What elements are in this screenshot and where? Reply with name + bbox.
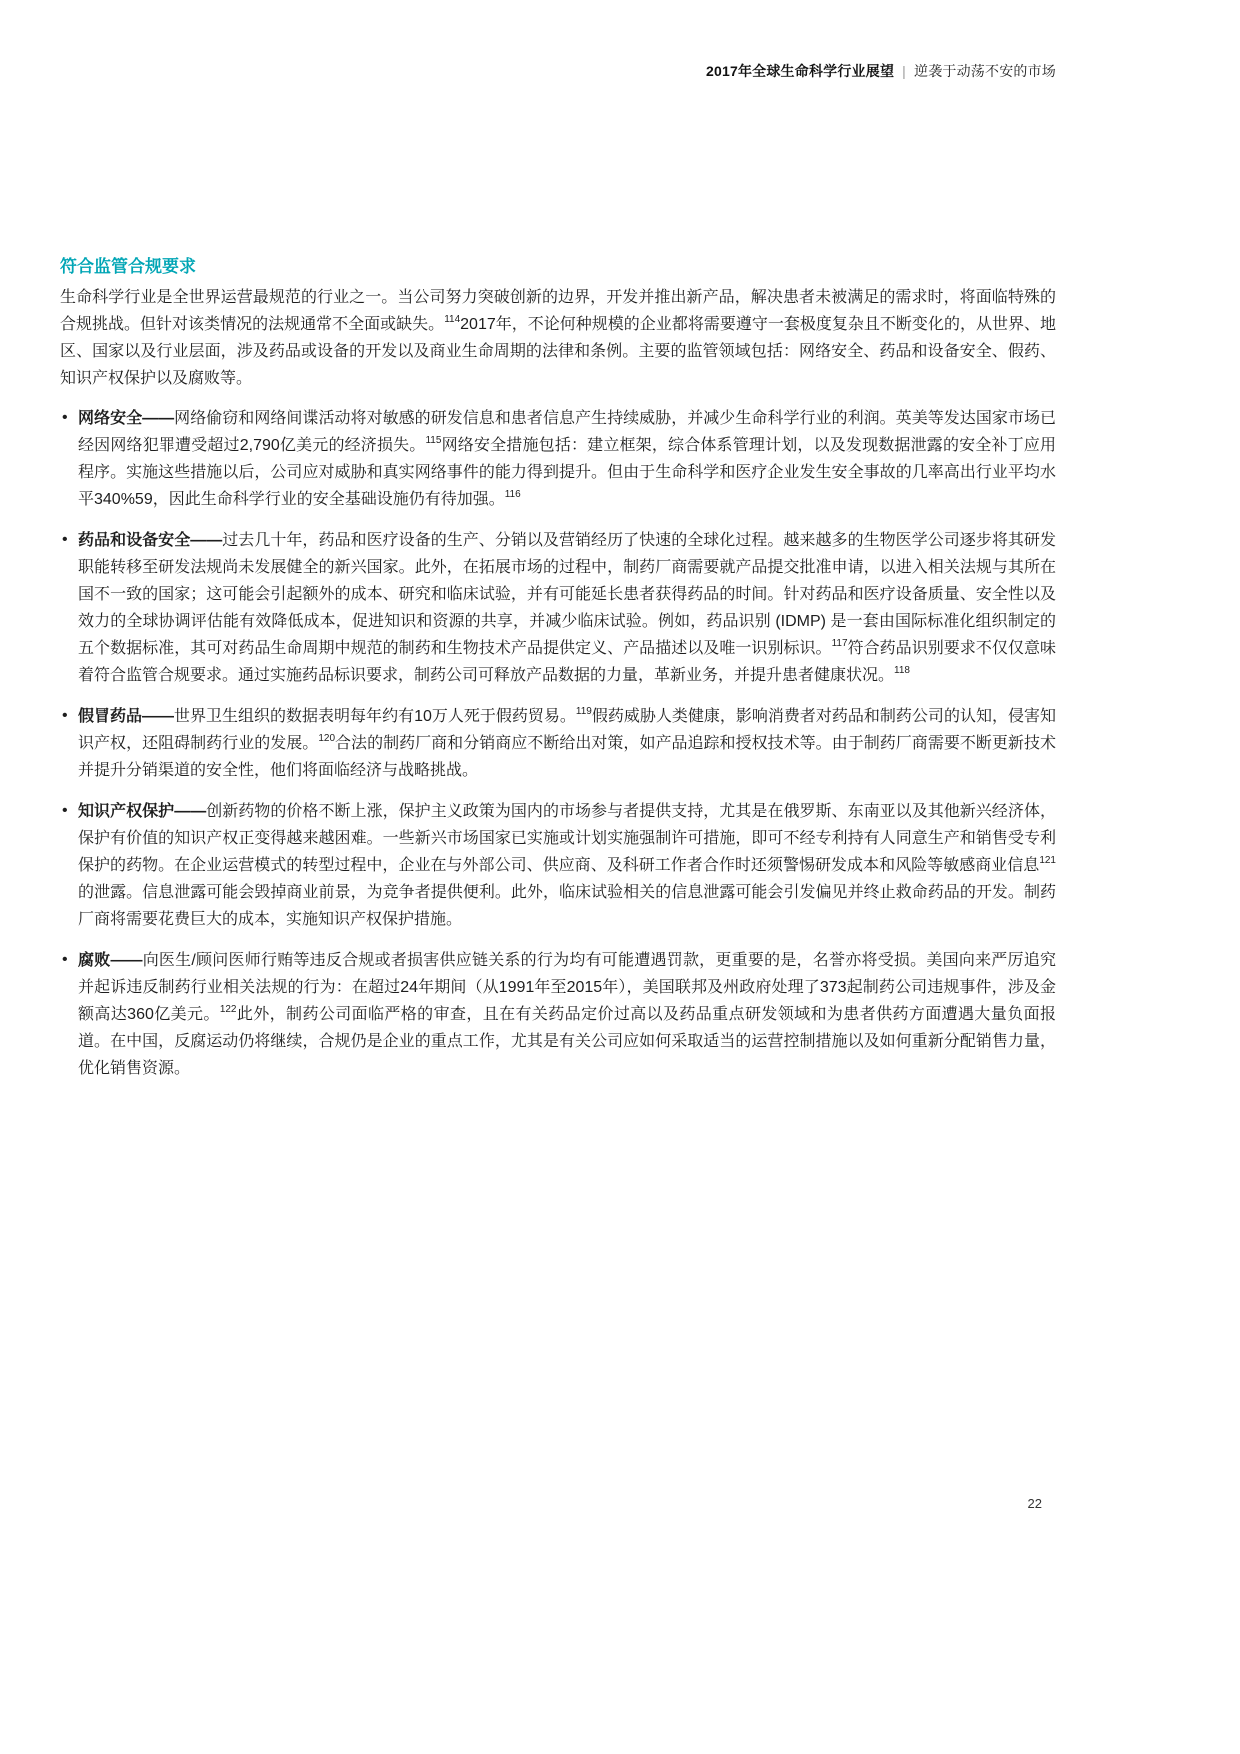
section-heading: 符合监管合规要求: [60, 257, 196, 276]
bullet-marker: •: [62, 802, 68, 819]
bullet-marker: •: [62, 951, 68, 968]
bullet-paragraph-cybersecurity: 网络安全——网络偷窃和网络间谍活动将对敏感的研发信息和患者信息产生持续威胁，并减少生命科学行业的利润。英美等发达国家市场已经因网络犯罪遭受超过2,790亿美元的经济损失。$^{115}$网络安全措施包括：建立框架，综合体系管理计划，以及发现数据泄露的安全补丁应用程序。实施这些措施以后，公司应对威胁和真实网络事件的能力得到提升。但由于生命科学和医疗企业发生安全事故的几率高出行业平均水平340%59，因此生命科学行业的安全基础设施仍有待加强。$^{116}$: [78, 410, 1056, 508]
bullet-item-ip-protection: [60, 798, 1056, 933]
bullet-marker: •: [62, 409, 68, 426]
bullet-item-counterfeit-drugs: [60, 703, 1056, 784]
header-separator: |: [902, 63, 906, 79]
intro-paragraph: 生命科学行业是全世界运营最规范的行业之一。当公司努力突破创新的边界，开发并推出新产品，解决患者未被满足的需求时，将面临特殊的合规挑战。但针对该类情况的法规通常不全面或缺失。$^{114}$2017年，不论何种规模的企业都将需要遵守一套极度复杂且不断变化的，从世界、地区、国家以及行业层面，涉及药品或设备的开发以及商业生命周期的法律和条例。主要的监管领域包括：网络安全、药品和设备安全、假药、知识产权保护以及腐败等。: [60, 289, 1056, 387]
main-content: [60, 252, 1056, 1082]
bullet-paragraph-drug-device-safety: 药品和设备安全——过去几十年，药品和医疗设备的生产、分销以及营销经历了快速的全球化过程。越来越多的生物医学公司逐步将其研发职能转移至研发法规尚未发展健全的新兴国家。此外，在拓展市场的过程中，制药厂商需要就产品提交批准申请，以进入相关法规与其所在国不一致的国家；这可能会引起额外的成本、研究和临床试验，并有可能延长患者获得药品的时间。针对药品和医疗设备质量、安全性以及效力的全球协调评估能有效降低成本，促进知识和资源的共享，并减少临床试验。例如，药品识别 (IDMP) 是一套由国际标准化组织制定的五个数据标准，其可对药品生命周期中规范的制药和生物技术产品提供定义、产品描述以及唯一识别标识。$^{117}$符合药品识别要求不仅仅意味着符合监管合规要求。通过实施药品标识要求，制药公司可释放产品数据的力量，革新业务，并提升患者健康状况。$^{118}$: [78, 532, 1056, 684]
bullet-item-cybersecurity: [60, 405, 1056, 513]
bullet-paragraph-counterfeit-drugs: 假冒药品——世界卫生组织的数据表明每年约有10万人死于假药贸易。$^{119}$假药威胁人类健康，影响消费者对药品和制药公司的认知，侵害知识产权，还阻碍制药行业的发展。$^{120}$合法的制药厂商和分销商应不断给出对策，如产品追踪和授权技术等。由于制药厂商需要不断更新技术并提升分销渠道的安全性，他们将面临经济与战略挑战。: [78, 705, 1056, 779]
page-header: [706, 61, 1056, 81]
report-title: 2017年全球生命科学行业展望: [706, 63, 895, 79]
bullet-item-drug-device-safety: [60, 527, 1056, 689]
report-subtitle: 逆袭于动荡不安的市场: [914, 63, 1056, 79]
bullet-paragraph-corruption: 腐败——向医生/顾问医师行贿等违反合规或者损害供应链关系的行为均有可能遭遇罚款，更重要的是，名誉亦将受损。美国向来严厉追究并起诉违反制药行业相关法规的行为：在超过24年期间（从1991年至2015年），美国联邦及州政府处理了373起制药公司违规事件，涉及金额高达360亿美元。$^{122}$此外，制药公司面临严格的审查，且在有关药品定价过高以及药品重点研发领域和为患者供药方面遭遇大量负面报道。在中国，反腐运动仍将继续，合规仍是企业的重点工作，尤其是有关公司应如何采取适当的运营控制措施以及如何重新分配销售力量，优化销售资源。: [78, 952, 1056, 1077]
bullet-item-corruption: [60, 947, 1056, 1082]
bullet-marker: •: [62, 531, 68, 548]
bullet-marker: •: [62, 707, 68, 724]
page-number: 22: [1027, 1496, 1042, 1511]
bullet-list: [60, 405, 1056, 1082]
bullet-paragraph-ip-protection: 知识产权保护——创新药物的价格不断上涨，保护主义政策为国内的市场参与者提供支持，尤其是在俄罗斯、东南亚以及其他新兴经济体，保护有价值的知识产权正变得越来越困难。一些新兴市场国家已实施或计划实施强制许可措施，即可不经专利持有人同意生产和销售受专利保护的药物。在企业运营模式的转型过程中，企业在与外部公司、供应商、及科研工作者合作时还须警惕研发成本和风险等敏感商业信息$^{121}$的泄露。信息泄露可能会毁掉商业前景，为竞争者提供便利。此外，临床试验相关的信息泄露可能会引发偏见并终止救命药品的开发。制药厂商将需要花费巨大的成本，实施知识产权保护措施。: [78, 803, 1056, 928]
